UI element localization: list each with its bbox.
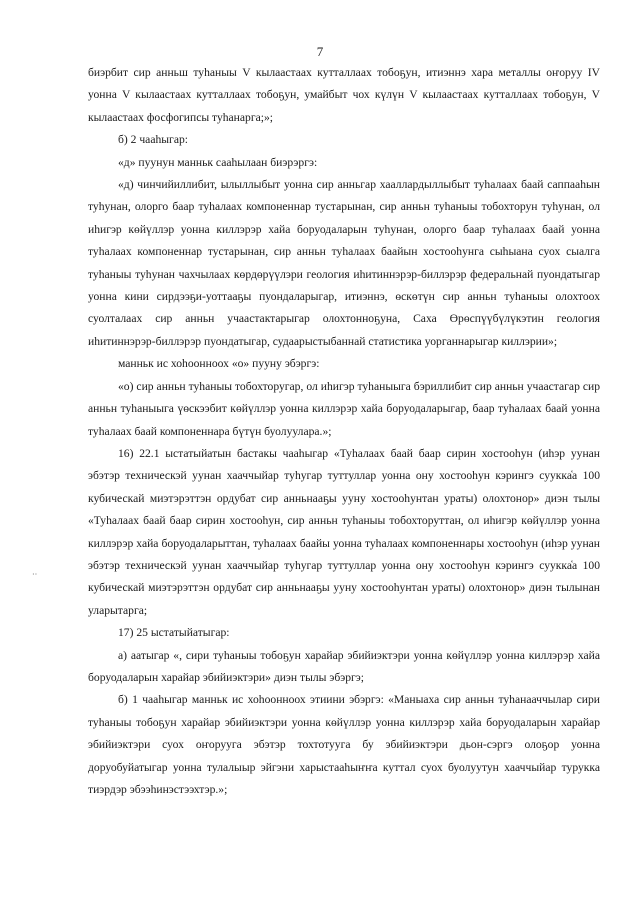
paragraph-3: «д» пуунун манньк сааһылаан биэрэргэ:	[118, 155, 318, 169]
paragraph-2: б) 2 чааһыгар:	[118, 133, 188, 147]
paragraph-7: 16) 22.1 ыстатыйатын бастакы чааһыгар «Туһалаах баай баар сирин хостооһун (иһэр уунан эбэтэр техническэй уунан хааччыйар туһугар туттуллар уонна ону хостооһун кэрингэ суукка҅а 100 кубическай миэтэрэттэн ордубат сир анньнааҕы ууну хостооһунтан ураты) олохтонор» диэн тылы «Туһалаах баай баар сирин хостооһун, сир анньн туһаныы тобохторуттан, ол иһигэр көйүллэр уонна киллэрэр хайа боруодаларыттан, туһалаах баайы уонна туһалаах компоненнары хостооһун (иһэр уунан эбэтэр техническэй уунан хааччыйар туһугар туттуллар уонна ону хостооһун кэрингэ суукка҅а 100 кубическай миэтэрэттэн ордубат сир анньнааҕы ууну хостооһунтан ураты) олохтонор» диэн тылынан уларытарга;	[88, 446, 600, 617]
document-body	[88, 62, 600, 801]
paragraph-9: а) аатыгар «, сири туһаныы тобоҕун харайар эбийиэктэри уонна көйүллэр уонна киллэрэр хайа боруодаларын харайар эбийиэктэри» диэн тылы эбэргэ;	[88, 648, 600, 684]
paragraph-5: манньк ис хоһоонноох «о» пууну эбэргэ:	[118, 357, 320, 371]
page-number: 7	[316, 44, 324, 59]
paragraph-4: «д) чинчийиллибит, ылыллыбыт уонна сир анньгар хааллардыллыбыт туһалаах баай саппааһын туһунан, олорго баар туһалаах компоненнар тустарынан, сир анньн туһаныы тобохторун туһунан, ол иһигэр көйүллэр уонна киллэрэр хайа боруодаларын туһунан, олорго баар туһалаах баай уонна туһалаах компоненнар тустарынан, сир анньн туһалаах баайын хостооһунга сыһыана суох сыалга туһаныы туһунан чахчылаах көрдөрүүлэри геология иһитиннэрэр-биллэрэр федеральнай пуондатыгар уонна кини сирдээҕи-уоттааҕы пуондаларыгар, итиэннэ, өскөтүн сир анньн туһаныы олохтоох суолталаах сир анньн учаастактарыгар олохтонноҕуна, Саха Өрөспүүбүлүкэтин геология иһитиннэрэр-биллэрэр пуондатыгар, судаарыстыбаннай статистика уорганнарыгар киллэрии»;	[88, 178, 600, 348]
paragraph-6: «о) сир анньн туһаныы тобохторугар, ол иһигэр туһаныыга бэриллибит сир анньн учаастагар сир анньн туһаныыга үөскээбит көйүллэр уонна киллэрэр хайа боруодаларыгар, баар туһалаах баай уонна туһалаах баай компоненнара бүтүн буолуулара.»;	[88, 379, 600, 438]
paragraph-10: б) 1 чааһыгар манньк ис хоһоонноох этиини эбэргэ: «Маныаха сир анньн туһанааччылар сири туһаныы тобоҕун харайар эбийиэктэри уонна көйүллэр уонна киллэрэр хайа боруодаларын харайар эбийиэктэри суох оҥорууга эбэтэр тохтотууга бу эбийиэктэри дьон-сэргэ олоҕор уонна доруобуйатыгар уонна тулалыыр эйгэни харыстааһыҥҥа куттал суох буолуутун хааччыйар турукка тиэрдэр эбээһинэстээхтэр.»;	[88, 693, 600, 796]
paragraph-1: биэрбит сир анньш туһаныы V кылаастаах кутталлаах тобоҕун, итиэннэ хара металлы оҥоруу IV уонна V кылаастаах кутталлаах тобоҕун, умайбыт чох күлүн V кылаастаах кутталлаах тобоҕун, V кылаастаах фосфогипсы туһанарга;»;	[88, 66, 600, 124]
margin-mark: ··	[32, 570, 38, 579]
paragraph-8: 17) 25 ыстатыйатыгар:	[118, 626, 230, 640]
